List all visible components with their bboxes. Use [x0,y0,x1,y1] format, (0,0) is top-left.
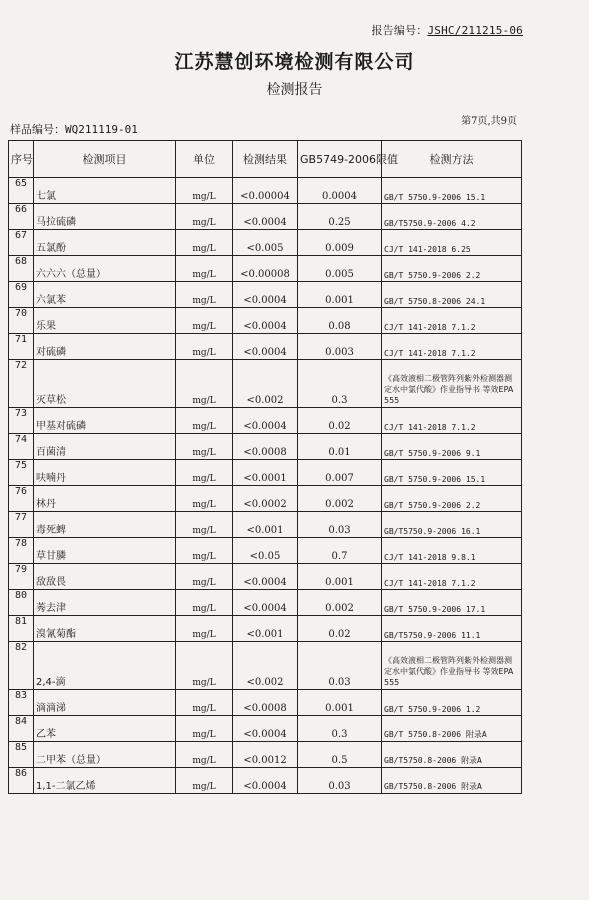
row-result: <0.0002 [233,486,298,512]
row-limit: 0.03 [298,642,382,690]
table-row [9,690,522,716]
row-unit: mg/L [176,616,233,642]
row-method: GB/T5750.9-2006 11.1 [382,616,522,642]
row-seq: 83 [9,690,34,716]
table-row [9,486,522,512]
row-method: GB/T 5750.9-2006 17.1 [382,590,522,616]
row-method: GB/T 5750.9-2006 1.2 [382,690,522,716]
row-result: <0.0004 [233,716,298,742]
row-unit: mg/L [176,178,233,204]
table-row [9,282,522,308]
row-unit: mg/L [176,434,233,460]
table-row [9,256,522,282]
row-limit: 0.5 [298,742,382,768]
row-result: <0.0004 [233,334,298,360]
row-unit: mg/L [176,282,233,308]
row-seq: 69 [9,282,34,308]
row-item-name: 六六六（总量） [34,256,176,282]
row-unit: mg/L [176,334,233,360]
row-seq: 70 [9,308,34,334]
column-header-limit: GB5749-2006限值 [298,141,382,178]
table-row [9,716,522,742]
row-unit: mg/L [176,642,233,690]
row-item-name: 乐果 [34,308,176,334]
company-name: 江苏慧创环境检测有限公司 [174,51,415,73]
row-seq: 82 [9,642,34,690]
results-table [8,140,522,794]
sample-number-label: 样品编号： [10,123,65,136]
row-result: <0.00008 [233,256,298,282]
row-item-name: 对硫磷 [34,334,176,360]
row-limit: 0.3 [298,360,382,408]
row-item-name: 草甘膦 [34,538,176,564]
table-row [9,538,522,564]
row-seq: 71 [9,334,34,360]
table-row [9,564,522,590]
row-seq: 78 [9,538,34,564]
table-row [9,742,522,768]
row-item-name: 百菌清 [34,434,176,460]
table-row [9,642,522,690]
row-result: <0.0004 [233,590,298,616]
row-method [382,360,522,408]
column-header-item: 检测项目 [34,141,176,178]
row-limit: 0.002 [298,486,382,512]
row-unit: mg/L [176,742,233,768]
row-unit: mg/L [176,716,233,742]
column-header-result: 检测结果 [233,141,298,178]
row-seq: 74 [9,434,34,460]
row-unit: mg/L [176,538,233,564]
row-limit: 0.03 [298,512,382,538]
row-unit: mg/L [176,308,233,334]
row-seq: 80 [9,590,34,616]
row-method: GB/T 5750.9-2006 9.1 [382,434,522,460]
row-method: CJ/T 141-2018 7.1.2 [382,308,522,334]
row-limit: 0.002 [298,590,382,616]
row-limit: 0.009 [298,230,382,256]
table-row [9,360,522,408]
row-result: <0.0004 [233,768,298,794]
row-unit: mg/L [176,512,233,538]
row-result: <0.0004 [233,564,298,590]
row-limit: 0.02 [298,616,382,642]
table-row [9,308,522,334]
row-item-name: 甲基对硫磷 [34,408,176,434]
table-row [9,512,522,538]
row-limit: 0.08 [298,308,382,334]
row-method: GB/T5750.8-2006 附录A [382,742,522,768]
row-method: GB/T 5750.8-2006 附录A [382,716,522,742]
row-unit: mg/L [176,230,233,256]
row-result: <0.0008 [233,690,298,716]
row-result: <0.0001 [233,460,298,486]
report-number-value: JSHC/211215-06 [427,24,523,37]
row-result: <0.0004 [233,408,298,434]
row-method [382,642,522,690]
table-row [9,768,522,794]
row-unit: mg/L [176,360,233,408]
row-item-name: 2,4-滴 [34,642,176,690]
row-result: <0.001 [233,616,298,642]
row-seq: 73 [9,408,34,434]
row-method: CJ/T 141-2018 7.1.2 [382,334,522,360]
row-unit: mg/L [176,460,233,486]
row-method: GB/T 5750.9-2006 15.1 [382,460,522,486]
row-limit: 0.02 [298,408,382,434]
row-method: GB/T 5750.9-2006 2.2 [382,486,522,512]
row-method: GB/T 5750.8-2006 24.1 [382,282,522,308]
column-header-seq: 序号 [9,141,34,178]
row-unit: mg/L [176,408,233,434]
row-item-name: 呋喃丹 [34,460,176,486]
table-row [9,460,522,486]
row-item-name: 毒死蜱 [34,512,176,538]
row-item-name: 溴氰菊酯 [34,616,176,642]
table-row [9,590,522,616]
row-method: CJ/T 141-2018 7.1.2 [382,564,522,590]
row-method: CJ/T 141-2018 7.1.2 [382,408,522,434]
row-limit: 0.003 [298,334,382,360]
row-method: CJ/T 141-2018 9.8.1 [382,538,522,564]
report-number [371,22,523,38]
row-result: <0.0004 [233,308,298,334]
row-item-name: 七氯 [34,178,176,204]
row-method: GB/T5750.9-2006 4.2 [382,204,522,230]
row-seq: 66 [9,204,34,230]
row-result: <0.0004 [233,282,298,308]
table-row [9,334,522,360]
row-seq: 85 [9,742,34,768]
row-result: <0.005 [233,230,298,256]
table-header-row [9,141,522,178]
row-seq: 86 [9,768,34,794]
row-method: GB/T 5750.9-2006 2.2 [382,256,522,282]
row-item-name: 1,1-二氯乙烯 [34,768,176,794]
row-result: <0.001 [233,512,298,538]
row-unit: mg/L [176,590,233,616]
row-limit: 0.001 [298,564,382,590]
row-seq: 75 [9,460,34,486]
report-subtitle: 检测报告 [266,82,323,98]
row-method-text: 《高效液相二极管阵列紫外检测器测定水中氯代酸》作业指导书 等效EPA 555 [384,374,514,405]
row-unit: mg/L [176,256,233,282]
row-limit: 0.7 [298,538,382,564]
row-item-name: 五氯酚 [34,230,176,256]
row-item-name: 林丹 [34,486,176,512]
row-limit: 0.03 [298,768,382,794]
sample-number-value: WQ211119-01 [65,123,138,136]
table-row [9,616,522,642]
row-item-name: 乙苯 [34,716,176,742]
row-result: <0.05 [233,538,298,564]
row-limit: 0.01 [298,434,382,460]
row-result: <0.002 [233,360,298,408]
row-limit: 0.001 [298,690,382,716]
row-seq: 81 [9,616,34,642]
row-result: <0.002 [233,642,298,690]
row-item-name: 灭草松 [34,360,176,408]
row-method-text: 《高效液相二极管阵列紫外检测器测定水中氯代酸》作业指导书 等效EPA 555 [384,656,514,687]
report-number-label: 报告编号： [371,24,428,37]
row-result: <0.0004 [233,204,298,230]
row-method: GB/T5750.9-2006 16.1 [382,512,522,538]
row-result: <0.0012 [233,742,298,768]
row-unit: mg/L [176,204,233,230]
row-seq: 67 [9,230,34,256]
sample-number [10,121,138,137]
row-result: <0.00004 [233,178,298,204]
row-unit: mg/L [176,564,233,590]
row-method: GB/T5750.8-2006 附录A [382,768,522,794]
row-unit: mg/L [176,486,233,512]
row-seq: 72 [9,360,34,408]
row-limit: 0.001 [298,282,382,308]
row-limit: 0.005 [298,256,382,282]
row-seq: 77 [9,512,34,538]
row-item-name: 二甲苯（总量） [34,742,176,768]
table-row [9,204,522,230]
row-method: CJ/T 141-2018 6.25 [382,230,522,256]
table-row [9,434,522,460]
row-limit: 0.0004 [298,178,382,204]
row-item-name: 敌敌畏 [34,564,176,590]
row-item-name: 滴滴涕 [34,690,176,716]
row-item-name: 马拉硫磷 [34,204,176,230]
row-unit: mg/L [176,768,233,794]
table-row [9,230,522,256]
row-seq: 65 [9,178,34,204]
table-body [9,178,522,794]
row-seq: 84 [9,716,34,742]
page-info: 第7页,共9页 [461,116,517,127]
column-header-method: 检测方法 [382,141,522,178]
row-item-name: 六氯苯 [34,282,176,308]
row-item-name: 莠去津 [34,590,176,616]
row-method: GB/T 5750.9-2006 15.1 [382,178,522,204]
row-unit: mg/L [176,690,233,716]
table-row [9,178,522,204]
row-limit: 0.25 [298,204,382,230]
row-seq: 76 [9,486,34,512]
row-result: <0.0008 [233,434,298,460]
column-header-unit: 单位 [176,141,233,178]
row-limit: 0.007 [298,460,382,486]
row-limit: 0.3 [298,716,382,742]
row-seq: 79 [9,564,34,590]
row-seq: 68 [9,256,34,282]
table-row [9,408,522,434]
